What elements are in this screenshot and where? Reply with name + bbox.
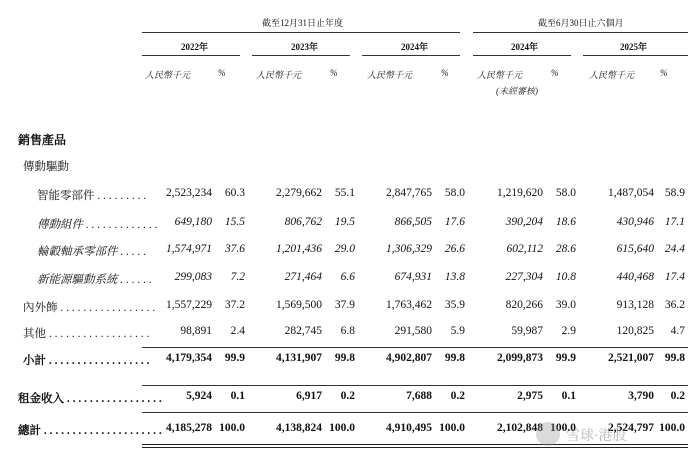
amount-cell: 440,468 [616, 271, 654, 283]
percent-cell: 55.1 [334, 187, 355, 199]
unit-header: 人民幣千元 [256, 70, 302, 80]
percent-cell: 5.9 [450, 325, 465, 337]
unit-header: 人民幣千元 [367, 70, 413, 80]
percent-cell: 19.5 [334, 216, 355, 228]
percent-cell: 58.0 [444, 187, 465, 199]
row-label: 小計 . . . . . . . . . . . . . . . . . . [23, 355, 150, 367]
pct-header: % [330, 68, 338, 78]
row-label: 總計 . . . . . . . . . . . . . . . . . . . . . [18, 425, 162, 437]
amount-cell: 615,640 [616, 243, 654, 255]
percent-cell: 17.6 [444, 216, 465, 228]
percent-cell: 100.0 [659, 422, 685, 434]
amount-cell: 4,179,354 [166, 352, 212, 364]
percent-cell: 10.8 [555, 271, 576, 283]
year-rule-2022 [142, 55, 240, 56]
percent-cell: 99.9 [224, 352, 245, 364]
percent-cell: 0.1 [561, 390, 576, 402]
amount-cell: 2,099,873 [497, 352, 543, 364]
amount-cell: 282,745 [284, 325, 322, 337]
amount-cell: 1,219,620 [497, 187, 543, 199]
amount-cell: 4,131,907 [276, 352, 322, 364]
amount-cell: 1,569,500 [276, 299, 322, 311]
amount-cell: 271,464 [284, 271, 322, 283]
year-2024-h1: 2024年 [511, 42, 539, 52]
row-label: 租金收入 . . . . . . . . . . . . . . . . . [18, 393, 162, 405]
pct-header: % [551, 68, 559, 78]
percent-cell: 37.6 [224, 243, 245, 255]
percent-cell: 2.9 [561, 325, 576, 337]
amount-cell: 1,763,462 [386, 299, 432, 311]
amount-cell: 1,201,436 [276, 243, 322, 255]
year-rule-2024-h1 [473, 55, 571, 56]
percent-cell: 0.2 [450, 390, 465, 402]
percent-cell: 4.7 [670, 325, 685, 337]
amount-cell: 390,204 [505, 216, 543, 228]
year-rule-2023 [252, 55, 350, 56]
amount-cell: 2,523,234 [166, 187, 212, 199]
amount-cell: 2,524,797 [608, 422, 654, 434]
percent-cell: 36.2 [664, 299, 685, 311]
header-group-half: 截至6月30日止六個月 [538, 18, 624, 28]
percent-cell: 99.8 [334, 352, 355, 364]
pct-header: % [660, 68, 668, 78]
amount-cell: 913,128 [616, 299, 654, 311]
amount-cell: 866,505 [394, 216, 432, 228]
percent-cell: 28.6 [555, 243, 576, 255]
amount-cell: 299,083 [174, 271, 212, 283]
percent-cell: 58.0 [555, 187, 576, 199]
percent-cell: 24.4 [664, 243, 685, 255]
percent-cell: 35.9 [444, 299, 465, 311]
percent-cell: 99.9 [555, 352, 576, 364]
watermark-text: 雪球·港股 [566, 428, 627, 444]
percent-cell: 0.2 [340, 390, 355, 402]
amount-cell: 806,762 [284, 216, 322, 228]
percent-cell: 29.0 [334, 243, 355, 255]
header-group-year-rule [142, 32, 460, 33]
year-2022: 2022年 [181, 42, 209, 52]
amount-cell: 3,790 [628, 390, 654, 402]
amount-cell: 2,521,007 [608, 352, 654, 364]
percent-cell: 6.8 [340, 325, 355, 337]
subtotal-rule [142, 347, 688, 348]
header-group-year: 截至12月31日止年度 [262, 18, 344, 28]
percent-cell: 26.6 [444, 243, 465, 255]
amount-cell: 674,931 [394, 271, 432, 283]
percent-cell: 7.2 [230, 271, 245, 283]
percent-cell: 17.4 [664, 271, 685, 283]
row-label: 內外飾 . . . . . . . . . . . . . . . . . [23, 302, 156, 314]
amount-cell: 1,306,329 [386, 243, 432, 255]
percent-cell: 6.6 [340, 271, 355, 283]
amount-cell: 291,580 [394, 325, 432, 337]
year-rule-2025-h1 [583, 55, 688, 56]
amount-cell: 4,185,278 [166, 422, 212, 434]
amount-cell: 7,688 [406, 390, 432, 402]
year-2023: 2023年 [291, 42, 319, 52]
pct-header: % [441, 68, 449, 78]
percent-cell: 18.6 [555, 216, 576, 228]
amount-cell: 4,902,807 [386, 352, 432, 364]
percent-cell: 0.2 [670, 390, 685, 402]
pct-header: % [218, 68, 226, 78]
amount-cell: 2,847,765 [386, 187, 432, 199]
amount-cell: 2,975 [517, 390, 543, 402]
percent-cell: 15.5 [224, 216, 245, 228]
percent-cell: 100.0 [219, 422, 245, 434]
amount-cell: 820,266 [505, 299, 543, 311]
percent-cell: 17.1 [664, 216, 685, 228]
total-top-rule [142, 412, 688, 413]
amount-cell: 602,112 [506, 243, 543, 255]
percent-cell: 100.0 [550, 422, 576, 434]
row-label: 銷售產品 [18, 133, 67, 147]
unit-header: 人民幣千元 [145, 70, 191, 80]
percent-cell: 99.8 [444, 352, 465, 364]
amount-cell: 4,138,824 [276, 422, 322, 434]
row-label: 傳動組件 . . . . . . . . . . . . . [37, 219, 158, 231]
amount-cell: 120,825 [616, 325, 654, 337]
percent-cell: 100.0 [439, 422, 465, 434]
percent-cell: 60.3 [224, 187, 245, 199]
year-2024: 2024年 [401, 42, 429, 52]
amount-cell: 6,917 [296, 390, 322, 402]
amount-cell: 1,487,054 [608, 187, 654, 199]
percent-cell: 0.1 [230, 390, 245, 402]
row-label: 傳動驅動 [23, 161, 69, 173]
amount-cell: 649,180 [174, 216, 212, 228]
percent-cell: 99.8 [664, 352, 685, 364]
row-label: 其他 . . . . . . . . . . . . . . . . . . [23, 328, 150, 340]
unaudited-note: (未經審核) [496, 86, 538, 96]
amount-cell: 430,946 [616, 216, 654, 228]
amount-cell: 2,102,848 [497, 422, 543, 434]
unit-header: 人民幣千元 [589, 70, 635, 80]
year-2025-h1: 2025年 [620, 42, 648, 52]
year-rule-2024 [362, 55, 460, 56]
watermark [536, 420, 696, 450]
amount-cell: 1,574,971 [166, 243, 212, 255]
amount-cell: 2,279,662 [276, 187, 322, 199]
amount-cell: 98,891 [180, 325, 212, 337]
snowball-logo-icon [536, 422, 560, 446]
unit-header: 人民幣千元 [477, 70, 523, 80]
amount-cell: 227,304 [505, 271, 543, 283]
amount-cell: 5,924 [186, 390, 212, 402]
percent-cell: 37.2 [224, 299, 245, 311]
percent-cell: 39.0 [555, 299, 576, 311]
percent-cell: 58.9 [664, 187, 685, 199]
percent-cell: 37.9 [334, 299, 355, 311]
header-group-half-rule [473, 32, 688, 33]
amount-cell: 1,557,229 [166, 299, 212, 311]
row-label: 智能零部件 . . . . . . . . . [37, 190, 147, 202]
row-label: 輪轂軸承零部件 . . . . . [37, 246, 147, 258]
row-label: 新能源驅動系統 . . . . . . [37, 274, 152, 286]
rent-rule [142, 385, 688, 386]
percent-cell: 13.8 [444, 271, 465, 283]
amount-cell: 59,987 [511, 325, 543, 337]
amount-cell: 4,910,495 [386, 422, 432, 434]
percent-cell: 100.0 [329, 422, 355, 434]
percent-cell: 2.4 [230, 325, 245, 337]
